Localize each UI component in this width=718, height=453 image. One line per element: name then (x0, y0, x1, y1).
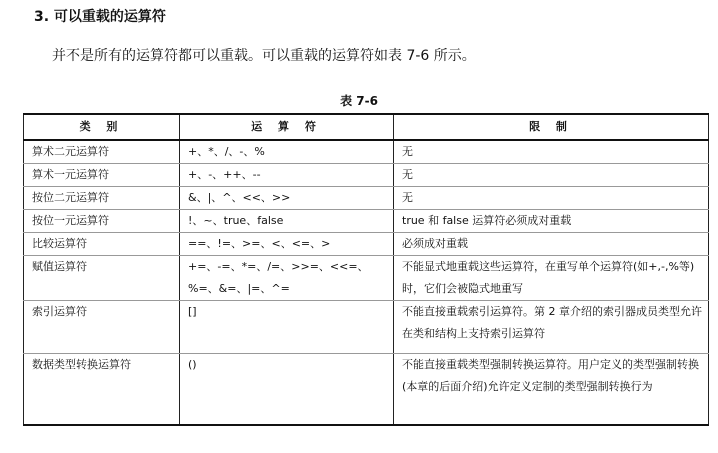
row-category: 索引运算符 (24, 301, 180, 354)
row-operators: +、*、/、-、% (180, 140, 394, 164)
row-category: 比较运算符 (24, 233, 180, 256)
intro-paragraph: 并不是所有的运算符都可以重载。可以重载的运算符如表 7-6 所示。 (52, 48, 476, 64)
row-operators: () (180, 354, 394, 426)
row-operators: ==、!=、>=、<、<=、> (180, 233, 394, 256)
row-limit: 无 (394, 164, 709, 187)
row-operators: !、~、true、false (180, 210, 394, 233)
table-row (24, 210, 709, 233)
header-operators: 运 算 符 (180, 114, 394, 140)
row-limit: 不能直接重载索引运算符。第 2 章介绍的索引器成员类型允许在类和结构上支持索引运算符 (394, 301, 709, 354)
table-row (24, 256, 709, 301)
row-category: 算术二元运算符 (24, 140, 180, 164)
table-caption: 表 7-6 (340, 94, 378, 108)
operator-table (23, 113, 709, 426)
row-limit: 无 (394, 187, 709, 210)
table-row (24, 187, 709, 210)
table-row (24, 164, 709, 187)
row-limit: true 和 false 运算符必须成对重载 (394, 210, 709, 233)
table-row (24, 233, 709, 256)
row-limit: 无 (394, 140, 709, 164)
row-operators: +、-、++、-- (180, 164, 394, 187)
header-category: 类 别 (24, 114, 180, 140)
row-category: 按位一元运算符 (24, 210, 180, 233)
table-header-row (24, 114, 709, 140)
row-category: 赋值运算符 (24, 256, 180, 301)
row-category: 按位二元运算符 (24, 187, 180, 210)
row-operators: [] (180, 301, 394, 354)
section-heading: 3. 可以重载的运算符 (34, 9, 166, 25)
table-row (24, 354, 709, 426)
row-category: 算术一元运算符 (24, 164, 180, 187)
table-row (24, 301, 709, 354)
table-row (24, 140, 709, 164)
row-operators: &、|、^、<<、>> (180, 187, 394, 210)
header-limit: 限 制 (394, 114, 709, 140)
row-limit: 不能直接重载类型强制转换运算符。用户定义的类型强制转换(本章的后面介绍)允许定义定制的类型强制转换行为 (394, 354, 709, 426)
row-operators: +=、-=、*=、/=、>>=、<<=、%=、&=、|=、^= (180, 256, 394, 301)
row-limit: 必须成对重载 (394, 233, 709, 256)
row-category: 数据类型转换运算符 (24, 354, 180, 426)
row-limit: 不能显式地重载这些运算符，在重写单个运算符(如+,-,%等)时，它们会被隐式地重写 (394, 256, 709, 301)
